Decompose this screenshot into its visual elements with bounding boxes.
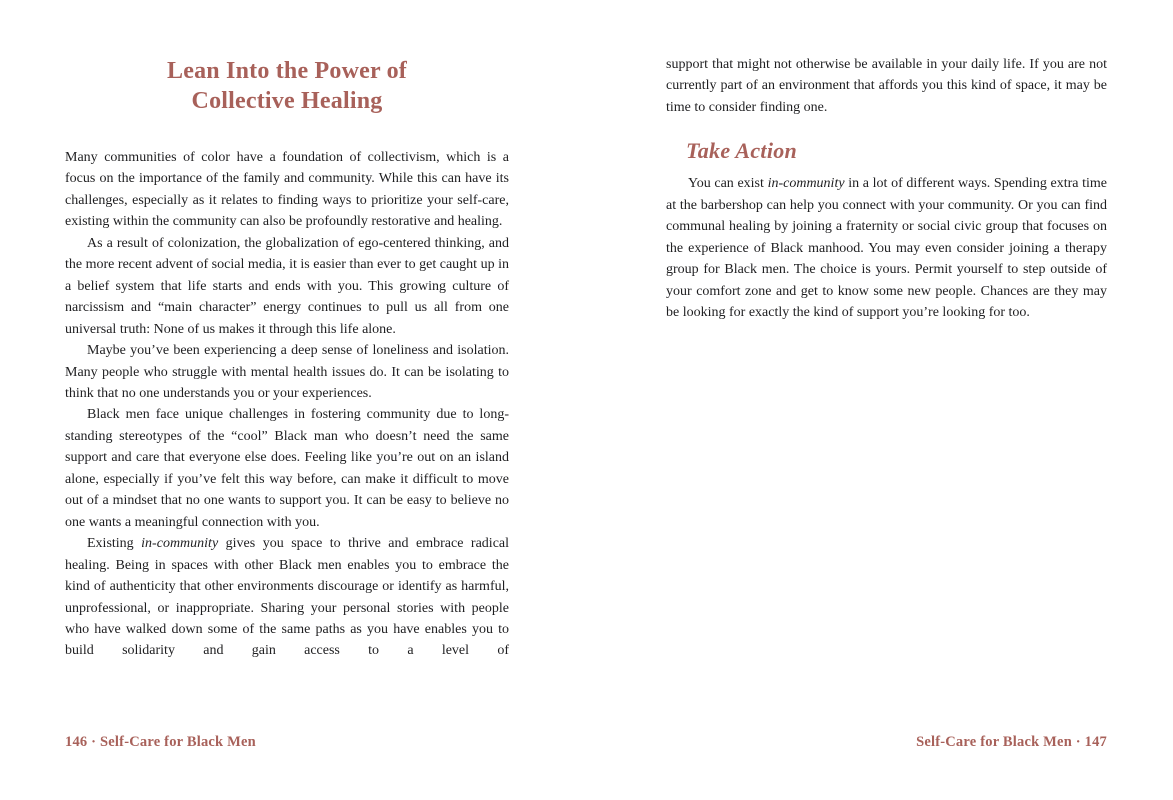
right-page-body	[666, 173, 1107, 323]
right-page-footer: Self-Care for Black Men · 147	[916, 734, 1107, 750]
paragraph: As a result of colonization, the globalization of ego-centered thinking, and the more recent advent of social media, it is easier than ever to get caught up in a belief system that life starts and ends with you. This growing culture of narcissism and “main character” energy continues to pull us all from one universal truth: None of us makes it through this life alone.	[65, 235, 509, 337]
paragraph: Existing in-community gives you space to thrive and embrace radical healing. Being in spaces with other Black men enables you to embrace the kind of authenticity that other environments discourage or identify as harmful, unprofessional, or inappropriate. Sharing your personal stories with people who have walked down some of the same paths as you have enables you to build solidarity and gain access to a level of	[65, 536, 510, 659]
right-page	[666, 0, 1107, 324]
section-heading-take-action: Take Action	[686, 138, 798, 164]
paragraph: Many communities of color have a foundation of collectivism, which is a focus on the importance of the family and community. While this can have its challenges, especially as it relates to finding ways to prioritize your self-care, existing within the community can also be profoundly restorative and healing.	[65, 150, 509, 230]
paragraph: support that might not otherwise be available in your daily life. If you are not currently part of an environment that affords you this kind of space, it may be time to consider finding one.	[666, 57, 1107, 115]
chapter-title-line-1: Lean Into the Power of	[167, 58, 407, 84]
left-page	[65, 0, 509, 662]
paragraph: Maybe you’ve been experiencing a deep sense of loneliness and isolation. Many people who struggle with mental health issues do. It can be isolating to think that no one understands you or your experiences.	[65, 343, 509, 401]
right-page-continuation	[666, 54, 1107, 118]
paragraph: You can exist in-community in a lot of different ways. Spending extra time at the barbershop can help you connect with your community. Or you can find communal healing by joining a fraternity or social civic group that focuses on the experience of Black manhood. You may even consider joining a therapy group for Black men. The choice is yours. Permit yourself to step outside of your comfort zone and get to know some new people. Chances are they may be looking for exactly the kind of support you’re looking for too.	[666, 176, 1107, 321]
left-page-body	[65, 147, 509, 662]
paragraph: Black men face unique challenges in fostering community due to long-standing stereotypes of the “cool” Black man who doesn’t need the same support and care that everyone else does. Feeling like you’re out on an island alone, especially if you’ve felt this way before, can make it difficult to move out of a mindset that no one wants to support you. It can be easy to believe no one wants a meaningful connection with you.	[65, 407, 509, 530]
chapter-title	[65, 57, 509, 116]
chapter-title-line-2: Collective Healing	[191, 87, 383, 114]
left-page-footer: 146 · Self-Care for Black Men	[65, 734, 256, 750]
